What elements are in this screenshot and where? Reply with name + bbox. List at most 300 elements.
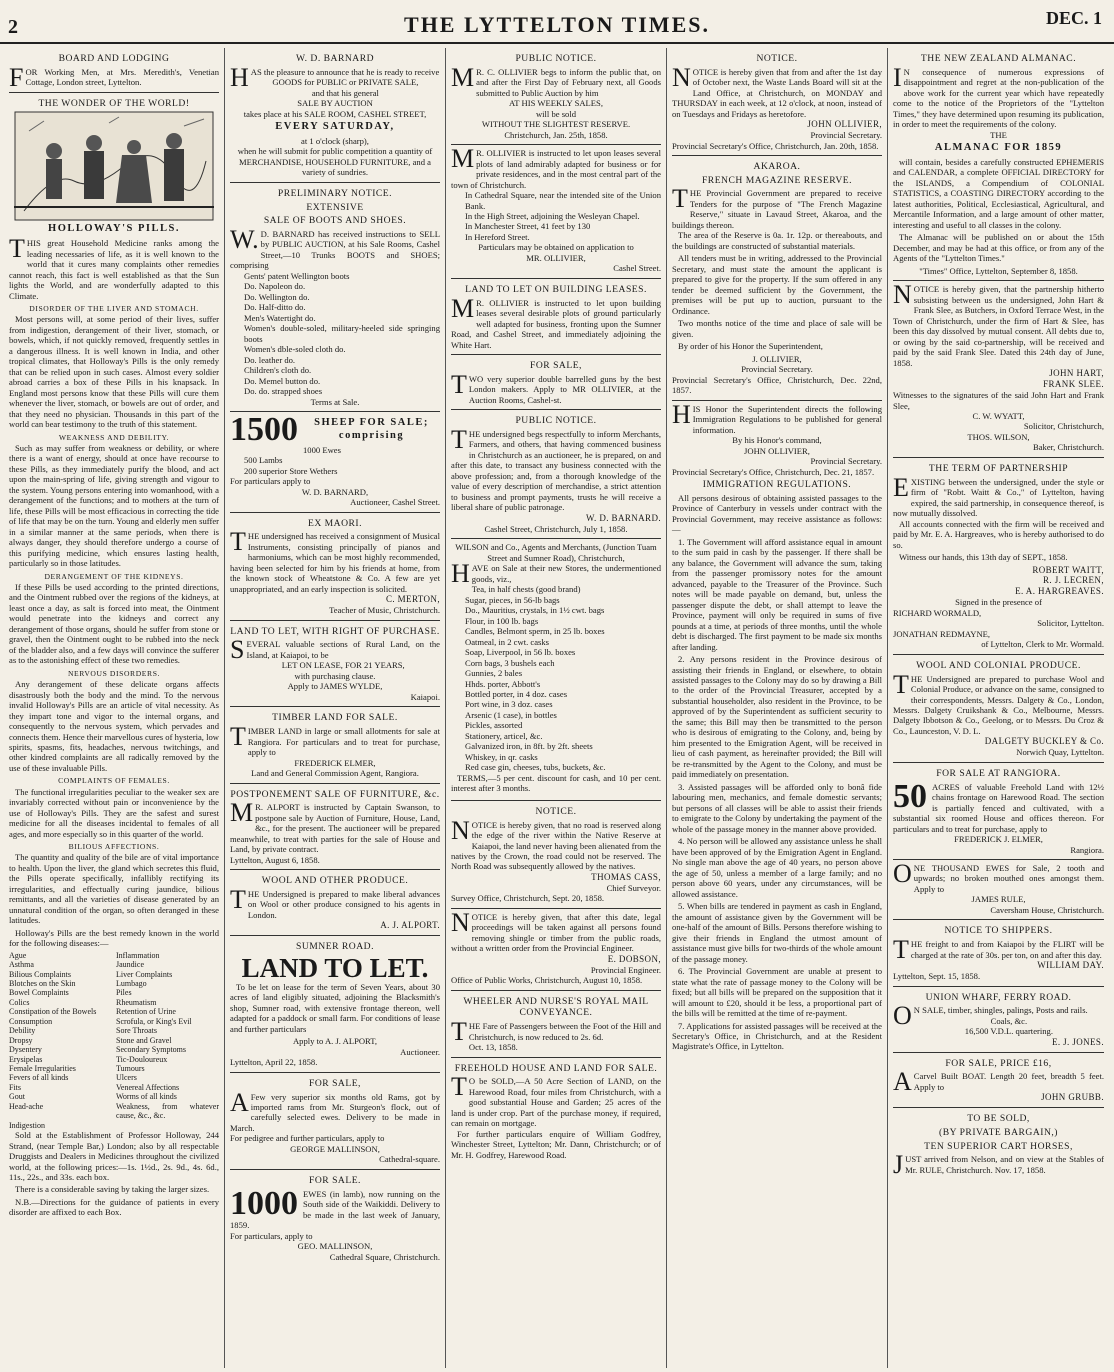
ad-line: Kaiapoi. <box>410 691 440 702</box>
ad-subheading: FRENCH MAGAZINE RESERVE. <box>701 174 853 186</box>
plot-item: In Hereford Street. <box>465 231 530 242</box>
section-text: Any derangement of these delicate organs affects disastrously both the body and the mind. To the nervous invalid Holloway's Pills are an article of vital necessity. As they impart tone and vigor to the internal organs, and consequently to the nervous system, which pervades and connects them. Hence their marvellous cures of hysteria, low spirits, spasms, fits, headaches, nervous twitchings, and other kindred complaints are all radically removed by the use of these invaluable Pills. <box>9 679 219 773</box>
big-number: 1000 <box>230 1184 298 1222</box>
ad-ex-maori <box>230 513 440 621</box>
goods-item: Stationery, articel, &c. <box>465 730 543 741</box>
section-heading: DERANGEMENT OF THE KIDNEYS. <box>44 571 184 581</box>
ad-barnard <box>230 48 440 183</box>
ad-waste-lands-notice <box>672 48 882 156</box>
disease-item: Inflammation <box>116 950 160 960</box>
ad-signature: C. MERTON, <box>385 594 440 605</box>
ad-signature: FREDERICK J. ELMER, <box>954 834 1043 845</box>
ad-text: HAVE on Sale at their new Stores, the undermentioned goods, viz., <box>451 559 661 589</box>
column-3 <box>446 48 667 1368</box>
ad-line: Solicitor, Christchurch, <box>1023 421 1104 432</box>
ad-signature: ROBERT WAITT, <box>1032 564 1104 575</box>
ad-line: Auctioneer, Cashel Street. <box>350 497 440 508</box>
ad-para: will contain, besides a carefully constructed EPHEMERIS and CALENDAR, a complete OFFICIAL DIRECTORY for the ISLANDS, a Compendium of COLONIAL STATISTICS, a COASTING DIRECTORY according to the latest authorities, Political, Ecclesiastical, Agricultural, and Mercantile Information, and a large amount of other matter, interesting and useful to all classes in the colony. <box>893 156 1104 230</box>
disease-item: Tumours <box>116 1063 145 1073</box>
ad-heading: THE NEW ZEALAND ALMANAC. <box>920 53 1077 64</box>
nb-text: N.B.—Directions for the guidance of patients in every disorder are affixed to each Box. <box>9 1196 219 1218</box>
disease-item: Blotches on the Skin <box>9 979 76 989</box>
boots-item: Women's double-soled, military-heeled side springing boots <box>244 323 440 344</box>
ad-text: ONE THOUSAND EWES for Sale, 2 tooth and upwards; no broken mouthed ones amongst them. Apply to <box>893 859 1104 894</box>
section-heading: COMPLAINTS OF FEMALES. <box>58 776 170 786</box>
ad-text: NOTICE is hereby given, that after this date, legal proceedings will be taken against all persons found removing shingle or timber from the public roads, without a written order from the Provincial Engineer. <box>451 907 661 954</box>
ad-notice-shippers <box>893 920 1104 986</box>
ad-text: NOTICE is hereby given, that the partnership hitherto subsisting between us the undersigned, John Hart & Frank Slee, as Butchers, in Oxford Terrace West, in the Town of Christchurch, under the firm of Hart & Slee, has been this day dissolved by mutual consent. All debts due to, or owing by the said co-partnership, will be received and paid by the said Frank Slee. Dated this 24th day of June, 1858. <box>893 280 1104 368</box>
column-1 <box>4 48 225 1368</box>
ad-text: MR. ALPORT is instructed by Captain Swanson, to postpone sale by Auction of Furniture, House, Land, &c., for the present. The auctioneer will be prepared meanwhile, to treat with parties for the sale of House and Land, by private contract. <box>230 798 440 855</box>
goods-item: Bottled porter, in 4 doz. cases <box>465 689 568 699</box>
section-text: Most persons will, at some period of their lives, suffer from indigestion, derangement of their liver, stomach, or bowels, which, if not quickly removed, frequently settles in a dangerous illness. It is well known in India, and other tropical climates, that Holloway's Pills is the only remedy that can be relied upon in such cases. Almost every soldier abroad carries a box of these Pills in his knapsack. In England most persons know that these Pills will cure them whenever the liver, stomach, or bowels are out of order, and that they need no physician. Thousands in this part of the world can bear testimony to the truth of this statement. <box>9 314 219 430</box>
ad-text: EWES (in lamb), now running on the South side of the Waikiddi. Delivery to be made in the last week of January, 1859. <box>230 1188 440 1231</box>
goods-item: Soap, Liverpool, in 56 lb. boxes <box>465 647 576 658</box>
plot-item: In Manchester Street, 41 feet by 130 <box>465 221 591 232</box>
ad-line: For pedigree and further particulars, apply to <box>230 1133 385 1144</box>
column-4 <box>667 48 888 1368</box>
ad-text: THE Undersigned are prepared to purchase Wool and Colonial Produce, or advance on the same, consigned to their correspondents, Messrs. Dalgety & Co., London, Messrs. Dalgety Cruikshank & Co., Melbourne, Messrs. Dalgety Ibbotson & Co., Geelong, or to Messrs. Du Croz & Co., Launceston, V. D. L. <box>893 669 1104 736</box>
ad-akaroa <box>672 156 882 401</box>
goods-list <box>451 584 661 773</box>
ad-heading: WOOL AND COLONIAL PRODUCE. <box>916 659 1081 671</box>
ad-text: ACRES of valuable Freehold Land with 12½ chains frontage on Harewood Road. The section is partially fenced and cultivated, with a substantial six roomed House and offices thereon. For particulars and to treat for purchase, apply to <box>893 781 1104 834</box>
ad-line: AT HIS WEEKLY SALES, <box>509 98 603 109</box>
columns <box>4 48 1110 1368</box>
disease-item: Gout <box>9 1092 25 1102</box>
ad-line: Terms at Sale. <box>310 396 360 407</box>
ad-line: Signed in the presence of <box>955 597 1042 608</box>
ad-heading: BOARD AND LODGING <box>58 53 170 64</box>
ad-rangiora-sale <box>893 763 1104 860</box>
disease-item: Tic-Douloureux <box>116 1054 168 1064</box>
ad-subheading: EXTENSIVE <box>306 201 364 213</box>
goods-item: Flour, in 100 lb. bags <box>465 615 539 626</box>
ad-line: Caversham House, Christchurch. <box>990 904 1104 915</box>
disease-item <box>116 1121 219 1130</box>
disease-item: Head-ache <box>9 1101 44 1111</box>
page-number: 2 <box>8 16 18 38</box>
ad-text: W.D. BARNARD has received instructions to SELL by PUBLIC AUCTION, at his Sale Rooms, Cashel Street,—10 Trunks BOOTS and SHOES; comprising <box>230 224 440 271</box>
boots-item: Men's Watertight do. <box>244 312 316 323</box>
ad-signature: W. D. BARNARD. <box>585 512 661 523</box>
disease-item: Consumption <box>9 1016 53 1026</box>
ad-line: takes place at his SALE ROOM, CASHEL STREET, <box>243 108 427 119</box>
ad-sumner-road <box>230 936 440 1073</box>
ad-heading: NOTICE. <box>756 53 798 64</box>
disease-item: Dropsy <box>9 1035 33 1045</box>
boots-item: Gents' patent Wellington boots <box>244 270 350 281</box>
section-text: The quantity and quality of the bile are of vital importance to health. Upon the liver, the gland which secretes this fluid, the Pills operate specifically, infallibly rectifying its irregularities, and effectually curing jaundice, bilious remittants, and all the varieties of disease generated by an unnatural condition of the organ, so often deranged in these latitudes. <box>9 852 219 926</box>
ad-signature: JOHN OLLIVIER, <box>744 445 810 456</box>
ad-building-leases <box>451 279 661 355</box>
ad-heading: PUBLIC NOTICE. <box>515 53 597 64</box>
ad-heading: LAND TO LET, WITH RIGHT OF PURCHASE. <box>230 625 440 637</box>
ad-heading: HOLLOWAY'S PILLS. <box>48 223 180 235</box>
diseases-list <box>9 951 219 1130</box>
ad-signature: C. W. WYATT, <box>972 411 1025 421</box>
ad-text: NOTICE is hereby given that from and after the 1st day of October next, the Waste Lands Board will sit at the Land Office, at Christchurch, on MONDAY and THURSDAY in each week, at 12 o'clock, at noon, instead of on Tuesdays and Fridays as heretofore. <box>672 62 882 119</box>
boots-item: Do. Napoleon do. <box>244 281 306 292</box>
ad-para: 5. When bills are tendered in payment as cash in England, the amount of assistance given by the Government will be one-half of the amount of Bills. Persons therefore wishing to give their friends in England the utmost amount of assistance must give bills for two-thirds of the whole amount of the passage money. <box>672 901 882 964</box>
sheep-item: 500 Lambs <box>244 455 283 466</box>
ad-line: 16,500 V.D.L. quartering. <box>964 1026 1054 1037</box>
ad-text: SEVERAL valuable sections of Rural Land, on the Island, at Kaiapoi, to be <box>230 635 440 665</box>
sheep-list <box>230 445 440 476</box>
ad-text: THE undersigned begs respectfully to inform Merchants, Farmers, and others, that having commenced business in Christchurch as an auctioneer, he is prepared, on and after this date, to transact any business connected with the above profession; and, from a thorough knowledge of the value of every description of merchandise, a strict attention to business and prompt payments, trusts he will receive a liberal share of public patronage. <box>451 424 661 513</box>
ad-heading: POSTPONEMENT SALE OF FURNITURE, &c. <box>230 788 440 800</box>
ad-guns-sale <box>451 355 661 410</box>
ad-public-notice-ollivier <box>451 48 661 145</box>
saving-text: There is a considerable saving by taking the larger sizes. <box>15 1184 210 1195</box>
disease-item: Fits <box>9 1082 22 1092</box>
disease-item: Liver Complaints <box>116 969 173 979</box>
disease-item: Venereal Affections <box>116 1082 180 1092</box>
ad-term-partnership <box>893 458 1104 655</box>
disease-item: Asthma <box>9 960 34 970</box>
ad-royal-mail <box>451 991 661 1058</box>
boots-item: Do. Wellington do. <box>244 291 310 302</box>
disease-item: Dysentery <box>9 1045 42 1055</box>
section-heading: NERVOUS DISORDERS. <box>67 668 161 678</box>
section-heading: DISORDER OF THE LIVER AND STOMACH. <box>29 304 199 314</box>
ad-line: Survey Office, Christchurch, Sept. 20, 1858. <box>451 893 605 904</box>
ad-sheep <box>230 412 440 513</box>
disease-item: Constipation of the Bowels <box>9 1007 97 1017</box>
sheep-item: 1000 Ewes <box>303 444 341 455</box>
ad-subheading: (BY PRIVATE BARGAIN,) <box>939 1127 1058 1139</box>
ad-boots-shoes <box>230 183 440 412</box>
ad-subheading: TEN SUPERIOR CART HORSES, <box>924 1140 1073 1152</box>
ad-line: Apply to JAMES WYLDE, <box>287 681 383 692</box>
ad-line: Provincial Secretary. <box>741 364 813 375</box>
ad-para: By order of his Honor the Superintendent, <box>678 341 823 352</box>
ad-line: LET ON LEASE, FOR 21 YEARS, <box>281 660 405 671</box>
column-5 <box>888 48 1109 1368</box>
ad-line: Coals, &c. <box>990 1015 1028 1026</box>
disease-item: Female Irregularities <box>9 1063 76 1073</box>
ad-notice-dobson <box>451 909 661 991</box>
ad-line: Oct. 13, 1858. <box>468 1042 518 1053</box>
disease-item: Rheumatism <box>116 997 157 1007</box>
ad-land-to-let <box>230 621 440 708</box>
disease-item: Jaundice <box>116 960 144 970</box>
ad-line: and that his general <box>311 87 379 98</box>
section-heading: WEAKNESS AND DEBILITY. <box>58 432 170 442</box>
ad-signature: FRANK SLEE. <box>1043 379 1104 390</box>
ad-text: TWO very superior double barrelled guns by the best London makers. Apply to MR OLLIVIER, at the Auction Rooms, Cashel-st. <box>451 369 661 405</box>
ad-para: 6. The Provincial Government are unable at present to state what the rate of passage money to the Colony will be fixed; but all bills will be prepared on the supposition that it will amount to £20, should it be less, a proportional part of the bills will be remitted at the time of re-payment. <box>672 966 882 1019</box>
goods-item: Whiskey, in qr. casks <box>465 751 538 762</box>
disease-item: Lumbago <box>116 979 147 989</box>
ad-line: MERCHANDISE, HOUSEHOLD FURNITURE, and a variety of sundries. <box>239 156 431 178</box>
disease-item: Debility <box>9 1026 36 1036</box>
ad-wilson <box>451 539 661 801</box>
ad-signature: JAMES RULE, <box>971 894 1026 905</box>
ad-text: MR. OLLIVIER is instructed to let upon building leases several desirable plots of ground particularly well adapted for business, fronting upon the Sumner Road, and Cashel Street, and immediately adjoining the White Hart. <box>451 293 661 350</box>
ad-text: THE Undersigned is prepared to make liberal advances on Wool or other produce consigned to his agents in London. <box>230 884 440 920</box>
goods-item: Hhds. porter, Abbott's <box>465 678 541 689</box>
ad-para: All persons desirous of obtaining assisted passages to the Province of Canterbury in vessels under contract with the Provincial Government, may receive assistance as follows:— <box>672 492 882 535</box>
ad-signature: JONATHAN REDMAYNE, <box>893 628 991 639</box>
ad-cart-horses <box>893 1108 1104 1179</box>
ad-line: Office of Public Works, Christchurch, August 10, 1858. <box>451 975 643 986</box>
ad-heading: FOR SALE, <box>309 1077 361 1089</box>
ad-heading: WHEELER AND NURSE'S ROYAL MAIL CONVEYANCE. <box>463 995 649 1019</box>
ad-line: Cathedral-square. <box>379 1154 440 1165</box>
ad-heading: W. D. BARNARD <box>295 53 375 64</box>
plot-item: In Cathedral Square, near the intended site of the Union Bank. <box>465 190 661 211</box>
disease-item: Colics <box>9 997 30 1007</box>
ad-line: Rangiora. <box>1070 844 1104 855</box>
ad-line: GOODS for PUBLIC or PRIVATE SALE, <box>272 77 419 88</box>
goods-item: Corn bags, 3 bushels each <box>465 657 555 668</box>
ad-signature: RICHARD WORMALD, <box>893 607 982 618</box>
goods-item: Do., Mauritius, crystals, in 1½ cwt. bags <box>465 605 605 616</box>
ad-heading: NOTICE TO SHIPPERS. <box>944 925 1053 937</box>
ad-boat-sale <box>893 1053 1104 1109</box>
ad-text: TIMBER LAND in large or small allotments for sale at Rangiora. For particulars and to treat for purchase, apply to <box>230 722 440 758</box>
ad-signature: FREDERICK ELMER, <box>294 757 376 768</box>
ad-heading: ALMANAC FOR 1859 <box>934 142 1063 154</box>
ad-para: The area of the Reserve is 0a. 1r. 12p. or thereabouts, and the buildings are constructed of substantial materials. <box>672 230 882 251</box>
ad-heading: WILSON and Co., Agents and Merchants, (Junction Tuam Street and Sumner Road), Christchurch, <box>455 542 657 563</box>
plot-item: In the High Street, adjoining the Wesleyan Chapel. <box>465 211 640 221</box>
sheep-item: 200 superior Store Wethers <box>244 465 338 476</box>
ad-text: THE freight to and from Kaiapoi by the FLIRT will be charged at the rate of 30s. per ton, on and after this day. <box>893 935 1104 965</box>
ad-rams-sale <box>230 1073 440 1170</box>
ad-heading: PRELIMINARY NOTICE. <box>277 187 393 199</box>
ad-line: Norwich Quay, Lyttelton. <box>1016 747 1104 758</box>
disease-item: Ague <box>9 950 27 960</box>
ad-signature: THOMAS CASS, <box>591 871 661 882</box>
issue-date: DEC. 1 <box>1045 8 1102 28</box>
goods-item: Port wine, in 3 doz. cases <box>465 699 553 710</box>
ad-heading: AKAROA. <box>753 161 801 173</box>
ad-line: "Times" Office, Lyttelton, September 8, 1858. <box>919 265 1078 276</box>
ad-line: Christchurch, Jan. 25th, 1858. <box>504 129 608 140</box>
goods-item: Red case gin, cheeses, tubs, buckets, &c. <box>465 762 606 773</box>
ad-text: IN consequence of numerous expressions of disappointment and regret at the non-publication of the above work for the current year which have repeatedly come to the notice of the Proprietors of the "Lyttelton Times," they have determined upon resuming its publication, in order to meet the requirements of the colony. <box>893 62 1104 130</box>
ad-timber-land <box>230 707 440 783</box>
ad-signature: E. J. JONES. <box>1051 1036 1104 1047</box>
ad-text: ON SALE, timber, shingles, palings, Posts and rails. <box>893 1001 1088 1031</box>
ad-line: THE <box>990 129 1007 140</box>
boots-list <box>230 271 440 397</box>
column-2 <box>225 48 446 1368</box>
big-number: 1500 <box>230 411 298 449</box>
ad-signature: JOHN HART, <box>1049 368 1104 379</box>
ad-signature: A. J. ALPORT. <box>380 920 440 931</box>
ad-text: AFew very superior six months old Rams, got by imported rams from Mr. Sturgeon's flock, out of carefully selected ewes. Delivery to be made in March. <box>230 1087 440 1133</box>
ad-heading: SHEEP FOR SALE; comprising <box>314 417 429 441</box>
ad-freehold <box>451 1058 661 1167</box>
boots-item: Do. Memel button do. <box>244 375 321 386</box>
ad-line: Provincial Secretary's Office, Christchurch, Jan. 20th, 1858. <box>672 140 879 151</box>
ad-board-lodging <box>9 48 219 93</box>
ad-text: THE Fare of Passengers between the Foot of the Hill and Christchurch, is now reduced to 2s. 6d. <box>451 1017 661 1047</box>
goods-item: Gunnies, 2 bales <box>465 668 523 679</box>
disease-item: Erysipelas <box>9 1054 43 1064</box>
ad-line: will be sold <box>535 108 577 119</box>
ad-heading: EX MAORI. <box>307 517 363 529</box>
ad-line: For further particulars enquire of William Godfrey, Winchester Street, Lyttelton; Mr. Dann, Christchurch; or of Mr. H. Godfrey, Harewood Road. <box>451 1128 661 1160</box>
ad-heading: IMMIGRATION REGULATIONS. <box>702 479 852 491</box>
goods-item: Oatmeal, in 2 cwt. casks <box>465 636 550 647</box>
ad-line: WITHOUT THE SLIGHTEST RESERVE. <box>481 119 631 130</box>
ad-signature: WILLIAM DAY. <box>1037 960 1104 971</box>
disease-item: Piles <box>116 988 132 998</box>
ad-heading: TIMBER LAND FOR SALE. <box>272 712 398 724</box>
ad-line: Lyttelton, April 22, 1858. <box>230 1057 318 1068</box>
goods-item: Pickles, assorted <box>465 720 523 731</box>
ad-para: All accounts connected with the firm will be received and paid by Mr. E. A. Hargreaves, who is hereby authorised to do so. <box>893 518 1104 550</box>
ad-heading: NOTICE. <box>535 805 577 817</box>
ad-wool-colonial <box>893 655 1104 763</box>
ad-text: To be let on lease for the term of Seven Years, about 30 acres of land eligibly situated, adjoining the Blacksmith's shop, Sumner road, with extensive frontage thereon, well adapted for a paddock or small farm. For conditions of lease and further particulars <box>230 981 440 1034</box>
disease-item: Secondary Symptoms <box>116 1045 186 1055</box>
ad-text: EXISTING between the undersigned, under the style or firm of "Robt. Waitt & Co.," of Lyttelton, having expired, the said partnership, in consequence thereof, is now mutually dissolved. <box>893 472 1104 519</box>
ad-signature: THOS. WILSON, <box>967 431 1030 442</box>
ad-line: when he will submit for public competition a quantity of <box>237 146 433 157</box>
ad-para: The Almanac will be published on or about the 15th December, and may be had at this office, or from any of the Agents of the "Lyttelton Times." <box>893 232 1104 264</box>
ad-line: Lyttelton, Sept. 15, 1858. <box>893 971 981 982</box>
disease-item: Weakness, from whatever cause, &c., &c. <box>116 1101 219 1121</box>
ad-para: 1. The Government will afford assistance equal in amount to the sum paid in cash by the passenger. If there shall be any balance, the Government will advance the sum, taking from the passenger promissory notes for the amount advanced, payable to the Treasurer of the Province. Such notes will be made payable on demand, but, unless the passenger dispute the debt, or shall attempt to leave the Province, payment will only be required in sums of five pounds at a time, at periods of three months, until the whole debt is discharged. The first payment to be made six months after landing. <box>672 536 882 652</box>
ad-para: 3. Assisted passages will be afforded only to bonâ fide labouring men, mechanics, and female domestic servants; but persons of all classes will be able to assist their friends to emigrate to the Colony by undertaking the payment of the whole of the passage money in the manner above provided. <box>672 781 882 834</box>
ad-line: Baker, Christchurch. <box>1032 442 1104 453</box>
section-text: Such as may suffer from weakness or debility, or where there is a want of energy, should at once have recourse to these Pills, as they immediately purify the blood, and act upon the main-spring of life, giving strength and vigour to the system. Young persons entering into womanhood, with a derangement of the functions; and to mothers at the turn of life, these Pills will be most efficacious in correcting the tide of life that may be on the turn. Young and elderly men suffer in a similar manner at the same periods, when there is always danger, they should therefore undergo a course of this purifying medicine, which ensures lasting health, particularly so in those latitudes. <box>9 442 219 569</box>
ad-text: NOTICE is hereby given, that no road is reserved along the edge of the river within the Native Reserve at Kaiapoi, the land never having been alienated from the natives by the Crown, the road could not be reserved. The North Road was subsequently allowed by the natives. <box>451 815 661 872</box>
ad-text: HAS the pleasure to announce that he is ready to receive <box>230 62 440 92</box>
ad-para: Two months notice of the time and place of sale will be given. <box>672 318 882 339</box>
ad-line: Apply to A. J. ALPORT, <box>292 1036 378 1047</box>
ad-line: Lyttelton, August 6, 1858. <box>230 854 320 865</box>
ad-text: HIS Honor the Superintendent directs the following Immigration Regulations to be published for general information. <box>672 399 882 435</box>
ad-wool-produce <box>230 870 440 936</box>
boots-item: Women's dble-soled cloth do. <box>244 344 346 355</box>
boots-item: Do. do. strapped shoes <box>244 386 323 397</box>
ad-line: For particulars apply to <box>230 476 311 487</box>
goods-item: Sugar, pieces, in 56-lb bags <box>465 594 560 605</box>
ad-line: SALE BY AUCTION <box>297 98 373 109</box>
ad-line: Cashel Street, Christchurch, July 1, 1858. <box>484 523 628 534</box>
ad-signature: GEORGE MALLINSON, <box>290 1143 380 1154</box>
disease-item: Scrofula, or King's Evil <box>116 1016 192 1026</box>
ad-line: Provincial Secretary's Office, Christchurch, Dec. 22nd, 1857. <box>672 374 882 396</box>
goods-item: Arsenic (1 case), in bottles <box>465 709 557 720</box>
section-heading: BILIOUS AFFECTIONS. <box>68 842 160 852</box>
ad-heading: LAND TO LET ON BUILDING LEASES. <box>465 283 647 295</box>
ad-line: Chief Surveyor. <box>606 882 661 893</box>
ad-line: Land and General Commission Agent, Rangiora. <box>251 768 419 779</box>
plots-list <box>451 190 661 242</box>
ad-ollivier-leases <box>451 145 661 279</box>
ad-line: Particulars may be obtained on application to <box>478 242 634 253</box>
ad-line: of Lyttelton, Clerk to Mr. Wormald. <box>981 639 1104 650</box>
ad-heading: TO BE SOLD, <box>967 1113 1030 1125</box>
disease-item: Worms of all kinds <box>116 1092 177 1102</box>
goods-item: Candles, Belmont sperm, in 25 lb. boxes <box>465 626 605 637</box>
ad-line: Auctioneer. <box>400 1046 440 1057</box>
ad-holloways-pills <box>9 93 219 1224</box>
newspaper-title: THE LYTTELTON TIMES. <box>404 12 710 37</box>
ad-almanac <box>893 48 1104 281</box>
ad-signature: E. DOBSON, <box>607 953 661 964</box>
disease-item: Ulcers <box>116 1073 137 1083</box>
ad-line: Witnesses to the signatures of the said John Hart and Frank Slee, <box>893 390 1104 411</box>
ad-text: TO be SOLD,—A 50 Acre Section of LAND, on the Harewood Road, four miles from Christchurch, with a good substantial House and Garden; 25 acres of the land is under crop. Part of the purchase money, if required, can remain on mortgage. <box>451 1072 661 1129</box>
ad-heading: FOR SALE AT RANGIORA. <box>936 767 1061 779</box>
ad-signature: W. D. BARNARD, <box>301 486 369 497</box>
ad-signature: DALGETY BUCKLEY & Co. <box>984 736 1104 747</box>
disease-item: Fevers of all kinds <box>9 1073 69 1083</box>
ad-signature: GEO. MALLINSON, <box>297 1241 373 1252</box>
ad-line: EVERY SATURDAY, <box>275 121 395 133</box>
ad-signature: MR. OLLIVIER, <box>526 252 586 263</box>
ad-subheading: SALE OF BOOTS AND SHOES. <box>263 215 407 227</box>
ad-line: Provincial Secretary. <box>810 456 882 467</box>
diseases-intro: Holloway's Pills are the best remedy known in the world for the following diseases:— <box>9 927 219 949</box>
disease-item: Bowel Complaints <box>9 988 69 998</box>
ad-signature: R. J. LECREN, <box>1043 575 1104 586</box>
sold-text: Sold at the Establishment of Professor Holloway, 244 Strand, (near Temple Bar,) London; also by all respectable Druggists and Dealers in Medicines throughout the civilized world, at the following prices:—1s. 1½d., 2s. 9d., 4s. 6d., 11s., 22s., and 33s. each box. <box>9 1130 219 1182</box>
ad-line: Solicitor, Lyttelton. <box>1037 618 1104 629</box>
ad-immigration <box>672 401 882 1058</box>
ad-text: JUST arrived from Nelson, and on view at the Stables of Mr. RULE, Christchurch. Nov. 17, 1858. <box>893 1150 1104 1180</box>
disease-item: Sore Throats <box>116 1026 157 1036</box>
disease-item: Indigestion <box>9 1120 45 1130</box>
disease-item: Stone and Gravel <box>116 1035 172 1045</box>
ad-text: THE undersigned has received a consignment of Musical Instruments, consisting principally of pianos and harmoniums, which can be most highly recommended, having been selected for him by his friends at home, from the known stock of Wheatstone & Co. A few are yet unappropriated, and an early inspection is solicited. <box>230 527 440 594</box>
ad-union-wharf <box>893 987 1104 1053</box>
boots-item: Do. Half-ditto do. <box>244 302 306 313</box>
ad-line: Cathedral Square, Christchurch. <box>329 1251 440 1262</box>
ad-postponement <box>230 784 440 871</box>
ad-heading: FOR SALE, PRICE £16, <box>945 1057 1052 1069</box>
ad-text: ACarvel Built BOAT. Length 20 feet, breadth 5 feet. Apply to <box>893 1067 1104 1097</box>
ad-line: TERMS,—5 per cent. discount for cash, and 10 per cent. interest after 3 months. <box>451 772 661 794</box>
ad-heading: UNION WHARF, FERRY ROAD. <box>925 991 1072 1003</box>
ad-line: Cashel Street. <box>613 263 661 274</box>
ad-ewes-sale <box>230 1170 440 1266</box>
ad-text: MR. C. OLLIVIER begs to inform the public that, on and after the First Day of February next, all Goods submitted to Public Auction by him <box>451 62 661 98</box>
section-text: The functional irregularities peculiar to the weaker sex are invariably corrected without pain or inconvenience by the use of Holloway's Pills. They are the safest and surest medicine for all the diseases incidental to females of all ages, and more especially so in this quarter of the world. <box>9 786 219 839</box>
goods-item: Galvanized iron, in 8ft. by 2ft. sheets <box>465 741 593 752</box>
ad-signature: J. OLLIVIER, <box>752 353 802 364</box>
ad-heading: FOR SALE, <box>530 360 582 372</box>
ad-text: MR. OLLIVIER is instructed to let upon leases several plots of land admirably adapted for business or for private residences, and in the most central part of the town of Christchurch. <box>451 144 661 190</box>
ad-text: THE Provincial Government are prepared to receive Tenders for the purpose of "The French Magazine Reserve," situate in Lavaud Street, Akaroa, and the buildings thereon. <box>672 184 882 230</box>
ad-line: Provincial Engineer. <box>590 964 661 975</box>
ad-notice-cass <box>451 801 661 909</box>
ad-para: 7. Applications for assisted passages will be received at the Secretary's Office, in Christchurch, and at the Resident Magistrate's Office, in Lyttelton. <box>672 1020 882 1052</box>
ad-heading: THE TERM OF PARTNERSHIP <box>928 462 1069 474</box>
ad-heading: THE WONDER OF THE WORLD! <box>38 97 190 109</box>
ad-heading: PUBLIC NOTICE. <box>515 415 597 427</box>
ad-line: at 1 o'clock (sharp), <box>301 135 369 146</box>
ad-text: THIS great Household Medicine ranks among the leading necessaries of life, as it is well known to the world that it cures many complaints other remedies cannot reach, this fact is well established as that the Sun lights the World, and are wonderfully adapted to this Climate. <box>9 234 219 301</box>
ad-para: Witness our hands, this 13th day of SEPT., 1858. <box>899 552 1068 563</box>
ad-line: By his Honor's command, <box>732 435 822 446</box>
engraving-illustration <box>14 111 214 221</box>
ad-public-notice-barnard <box>451 410 661 539</box>
ad-heading: SUMNER ROAD. <box>296 941 374 953</box>
ad-line: Teacher of Music, Christchurch. <box>329 605 440 616</box>
ad-partnership-dissolved <box>893 281 1104 458</box>
ad-heading: FOR SALE. <box>309 1174 361 1186</box>
goods-item: Tea, in half chests (good brand) <box>471 584 581 595</box>
